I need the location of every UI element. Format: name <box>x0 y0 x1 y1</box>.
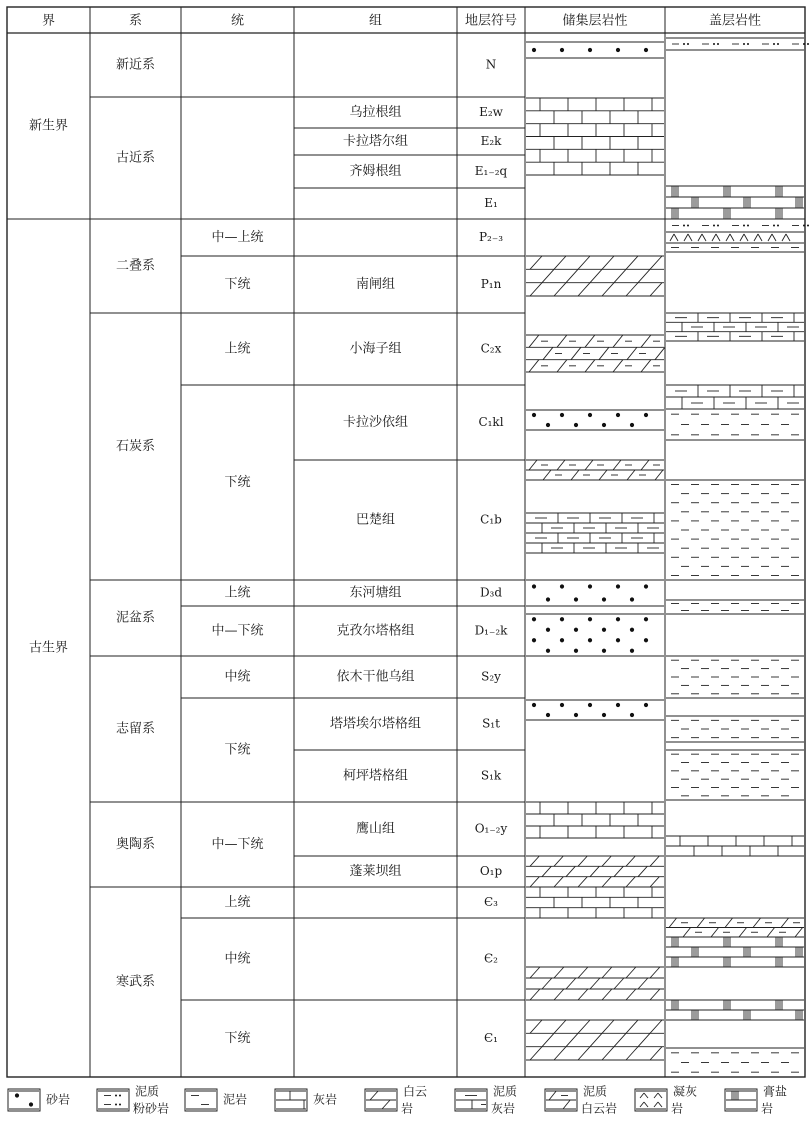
legend-label: 砂岩 <box>46 1092 71 1107</box>
system-label: 泥盆系 <box>115 610 156 626</box>
formation-name: 塔塔埃尔塔格组 <box>329 716 422 732</box>
reservoir-pattern-muddyDolomite <box>526 460 664 480</box>
reservoir-pattern-limestone <box>526 802 664 838</box>
series-label: 下统 <box>224 475 251 490</box>
caprock-pattern-mudstone <box>666 480 804 580</box>
reservoir-pattern-sandstone <box>526 700 664 720</box>
strata-symbol: O₁₋₂y <box>474 821 508 836</box>
table-border <box>7 7 805 1077</box>
strata-symbol: E₁₋₂q <box>474 164 508 178</box>
caprock-pattern-muddyDolomite <box>666 918 804 937</box>
caprock-pattern-gypsumSalt <box>666 1000 804 1020</box>
reservoir-pattern-dolomite <box>526 856 664 887</box>
strata-symbol: E₂k <box>480 134 502 148</box>
strata-symbol: Є₃ <box>484 895 498 909</box>
caprock-pattern-limestone <box>666 836 804 856</box>
system-label: 志留系 <box>115 721 156 737</box>
legend-item-muddyLimestone <box>455 1084 517 1116</box>
column-header: 储集层岩性 <box>562 13 628 29</box>
legend-item-muddyDolomite <box>545 1084 617 1116</box>
strata-symbol: Є₁ <box>484 1031 498 1045</box>
series-label: 中—上统 <box>211 230 264 245</box>
caprock-pattern-mudstone <box>666 600 804 614</box>
legend-swatch <box>8 1089 40 1111</box>
strata-symbol: S₂y <box>481 669 501 684</box>
caprock-pattern-mudstone <box>666 750 804 800</box>
formation-name: 柯坪塔格组 <box>342 768 409 784</box>
strata-symbol: O₁p <box>479 864 503 878</box>
series-label: 下统 <box>224 277 251 292</box>
system-label: 石炭系 <box>115 439 156 454</box>
column-header: 地层符号 <box>464 13 518 29</box>
formation-name: 卡拉沙依组 <box>342 415 409 430</box>
strata-symbol: E₁ <box>484 196 498 210</box>
legend-item-tuff <box>635 1084 697 1116</box>
strata-symbol: E₂w <box>479 105 503 119</box>
formation-name: 乌拉根组 <box>349 105 402 120</box>
lithology-patterns <box>526 38 809 1077</box>
system-label: 奥陶系 <box>115 837 156 852</box>
formation-name: 小海子组 <box>349 341 402 357</box>
system-label: 新近系 <box>115 57 156 73</box>
legend-label: 灰岩 <box>491 1101 516 1116</box>
legend-label: 岩 <box>671 1101 684 1116</box>
strata-symbol: C₁b <box>480 512 502 527</box>
strata-symbol: C₁kl <box>478 415 504 429</box>
table-text <box>29 13 761 1047</box>
legend-label: 泥岩 <box>223 1092 248 1107</box>
legend-item-dolomite <box>365 1085 427 1116</box>
legend-label: 泥质 <box>493 1084 518 1099</box>
series-label: 中—下统 <box>211 623 264 639</box>
legend-label: 泥质 <box>135 1084 160 1099</box>
caprock-pattern-mudstone <box>666 243 804 252</box>
caprock-pattern-muddyLimestone <box>666 313 804 341</box>
formation-name: 卡拉塔尔组 <box>342 134 409 149</box>
reservoir-pattern-dolomite <box>526 1020 664 1060</box>
legend-label: 岩 <box>761 1101 774 1116</box>
legend-label: 白云岩 <box>581 1101 618 1116</box>
formation-name: 鹰山组 <box>355 821 396 837</box>
reservoir-pattern-limestone <box>526 98 664 175</box>
legend-swatch <box>185 1089 217 1111</box>
erathem-label: 新生界 <box>28 118 69 134</box>
column-header: 界 <box>41 13 56 29</box>
strata-symbol: D₃d <box>479 585 503 600</box>
legend-label: 白云 <box>403 1084 428 1099</box>
column-header: 组 <box>368 13 383 29</box>
formation-name: 蓬莱坝组 <box>349 864 402 879</box>
series-label: 上统 <box>224 895 251 910</box>
formation-name: 东河塘组 <box>349 585 402 601</box>
legend-label: 凝灰 <box>673 1084 698 1099</box>
caprock-pattern-mudstone <box>666 716 804 742</box>
legend-label: 膏盐 <box>763 1084 788 1099</box>
legend-label: 粉砂岩 <box>133 1101 170 1116</box>
legend-label: 岩 <box>401 1101 414 1116</box>
strata-symbol: C₂x <box>480 341 502 356</box>
series-label: 下统 <box>224 742 251 758</box>
reservoir-pattern-sandstone <box>526 410 664 430</box>
caprock-pattern-mudstone <box>666 409 804 440</box>
caprock-pattern-muddySiltstone <box>666 219 809 232</box>
caprock-pattern-muddyLimestone <box>666 385 804 409</box>
formation-name: 依木干他乌组 <box>336 669 415 685</box>
strata-symbol: N <box>485 57 497 72</box>
legend-label: 灰岩 <box>313 1092 338 1107</box>
reservoir-pattern-sandstone <box>526 42 664 58</box>
system-label: 寒武系 <box>115 974 156 990</box>
reservoir-pattern-sandstone <box>526 580 664 606</box>
legend-item-gypsumSalt <box>725 1084 787 1116</box>
series-label: 中—下统 <box>211 837 264 852</box>
caprock-pattern-mudstone <box>666 656 804 698</box>
series-label: 中统 <box>224 951 251 967</box>
strata-symbol: P₂₋₃ <box>478 230 504 244</box>
erathem-label: 古生界 <box>28 640 69 656</box>
reservoir-pattern-sandstone <box>526 614 664 656</box>
caprock-pattern-tuff <box>666 232 804 243</box>
formation-name: 南闸组 <box>355 277 396 292</box>
column-header: 统 <box>230 13 245 29</box>
formation-name: 克孜尔塔格组 <box>336 623 415 639</box>
caprock-pattern-muddySiltstone <box>666 38 809 50</box>
strata-symbol: P₁n <box>480 277 502 291</box>
system-label: 二叠系 <box>115 258 156 274</box>
strata-symbol: S₁k <box>480 768 502 783</box>
strata-symbol: D₁₋₂k <box>474 623 508 638</box>
reservoir-pattern-limestone <box>526 887 664 918</box>
legend-swatch <box>635 1089 667 1111</box>
series-label: 上统 <box>224 585 251 601</box>
reservoir-pattern-muddyLimestone <box>526 513 664 553</box>
strata-symbol: Є₂ <box>484 951 498 966</box>
caprock-pattern-gypsumSalt <box>666 186 804 219</box>
reservoir-pattern-muddyDolomite <box>526 335 665 372</box>
series-label: 中统 <box>224 669 251 685</box>
lithology-legend <box>8 1084 787 1116</box>
reservoir-pattern-dolomite <box>526 256 664 296</box>
strata-symbol: S₁t <box>482 716 500 731</box>
legend-item-muddySiltstone <box>97 1084 169 1116</box>
legend-item-mudstone <box>185 1089 247 1111</box>
reservoir-pattern-dolomite <box>526 967 664 1000</box>
legend-item-limestone <box>275 1089 337 1111</box>
table-grid <box>7 7 805 1077</box>
legend-swatch <box>97 1089 129 1111</box>
series-label: 上统 <box>224 341 251 357</box>
caprock-pattern-mudstone <box>666 1048 804 1077</box>
column-header: 盖层岩性 <box>708 13 762 29</box>
legend-label: 泥质 <box>583 1084 608 1099</box>
legend-item-sandstone <box>8 1089 70 1111</box>
formation-name: 巴楚组 <box>355 512 396 528</box>
system-label: 古近系 <box>115 150 156 166</box>
formation-name: 齐姆根组 <box>349 164 402 179</box>
column-header: 系 <box>128 13 143 29</box>
caprock-pattern-gypsumSalt <box>666 937 804 967</box>
series-label: 下统 <box>224 1031 251 1046</box>
